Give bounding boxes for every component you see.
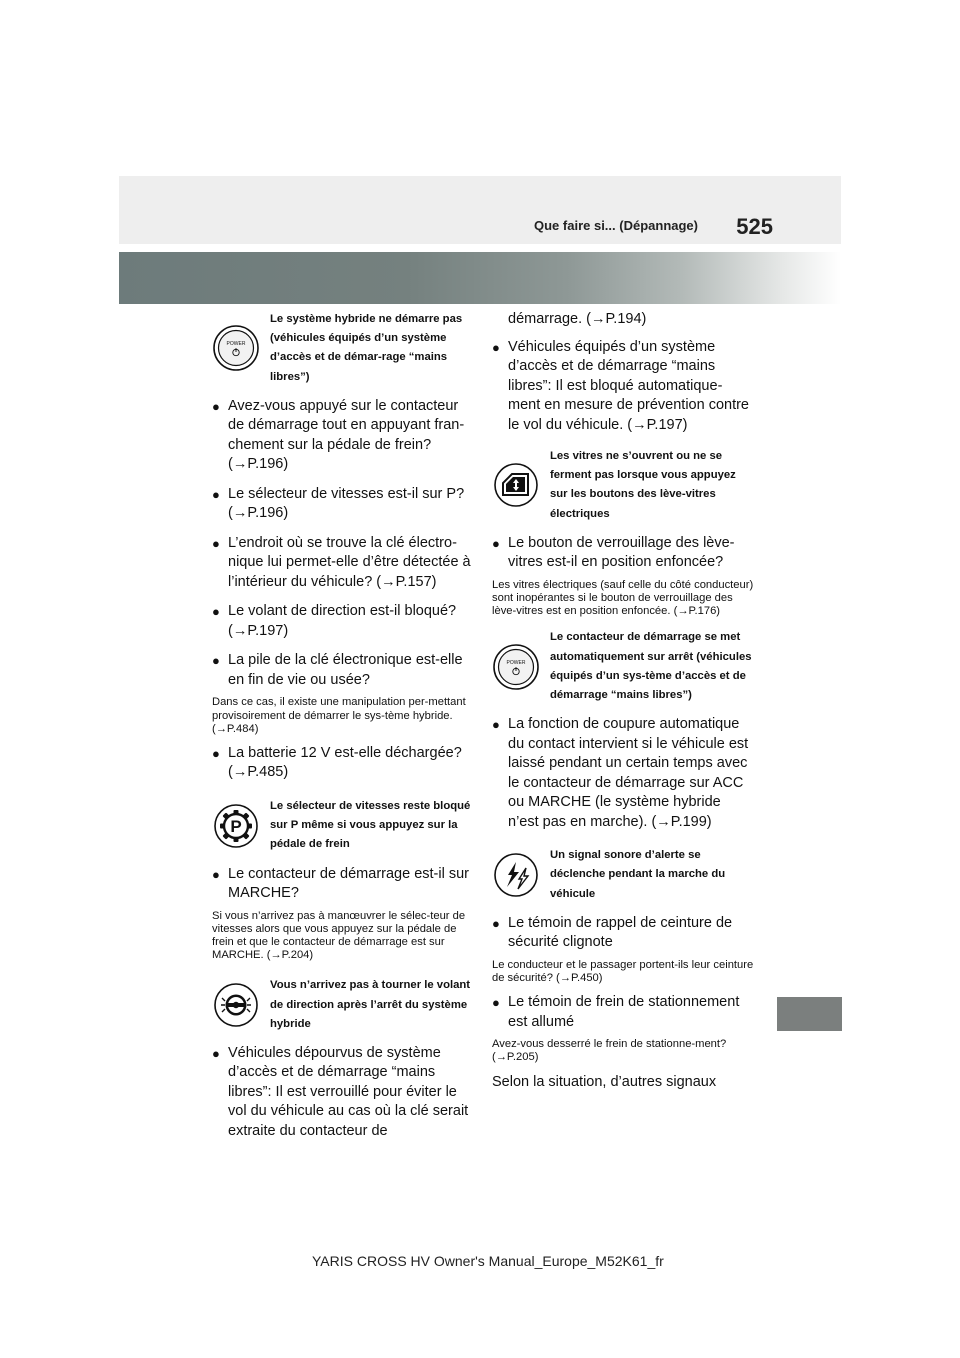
bullet-dot: ● [212, 486, 220, 502]
bullet-text: Le sélecteur de vitesses est-il sur P? (→P.196) [228, 485, 465, 522]
bullet-item [212, 485, 474, 524]
heading-text: Le contacteur de démarrage se met automatiquement sur arrêt (véhicules équipés d’un sys-tème d’accès et de démarrage “mains libres”) [550, 631, 752, 702]
bullet-dot: ● [492, 535, 500, 551]
bullet-dot: ● [492, 339, 500, 355]
warning-buzzer-icon [492, 851, 540, 899]
heading-text: Un signal sonore d’alerte se déclenche pendant la marche du véhicule [550, 849, 726, 900]
svg-text:P: P [230, 816, 242, 836]
bullet-item [492, 993, 754, 1032]
left-column [212, 310, 474, 1151]
bullet-item [212, 397, 474, 475]
page-number: 525 [736, 214, 773, 239]
heading-auto-off [492, 628, 754, 705]
chapter-side-tab [777, 997, 842, 1031]
paragraph-text: Selon la situation, d’autres signaux [492, 1073, 717, 1090]
note-text: Dans ce cas, il existe une manipulation per-mettant provisoirement de démarrer le sys-tème hybride. (→P.484) [212, 696, 466, 735]
heading-shift-stuck [212, 797, 474, 855]
heading-windows [492, 447, 754, 524]
bullet-item [492, 338, 754, 436]
bullet-dot: ● [492, 717, 500, 733]
heading-text: Le sélecteur de vitesses reste bloqué sur P même si vous appuyez sur la pédale de frein [270, 799, 471, 851]
heading-text: Vous n’arrivez pas à tourner le volant de direction après l’arrêt du système hybride [270, 979, 471, 1030]
bullet-item [492, 914, 754, 953]
power-button-icon [212, 324, 260, 372]
bullet-dot: ● [212, 745, 220, 761]
bullet-text: Véhicules équipés d’un système d’accès et de démarrage “mains libres”: Il est bloqué automatique-ment en mesure de prévention contre le vol du véhicule. (→P.197) [508, 338, 749, 433]
bullet-text: Le volant de direction est-il bloqué? (→P.197) [228, 603, 457, 639]
section-gradient-bar [119, 252, 841, 304]
note-text: Si vous n’arrivez pas à manœuvrer le sélec-teur de vitesses alors que vous appuyez sur la pédale de frein et que le contacteur de démarrage est sur MARCHE. (→P.204) [212, 909, 466, 962]
heading-buzzer [492, 846, 754, 904]
heading-hybrid-no-start [212, 310, 474, 387]
bullet-dot: ● [492, 915, 500, 931]
note-text: Avez-vous desserré le frein de stationne-ment? (→P.205) [492, 1038, 727, 1064]
bullet-item [212, 865, 474, 904]
right-column [492, 310, 754, 1098]
heading-text: Le système hybride ne démarre pas (véhicules équipés d’un système d’accès et de démar-rage “mains libres”) [270, 313, 463, 383]
power-button-icon [492, 643, 540, 691]
bullet-dot: ● [212, 604, 220, 620]
note-text: Le conducteur et le passager portent-ils leur ceinture de sécurité? (→P.450) [492, 958, 754, 985]
header-title: Que faire si... (Dépannage) [534, 218, 698, 233]
bullet-dot: ● [492, 995, 500, 1011]
bullet-item [492, 715, 754, 832]
bullet-dot: ● [212, 1045, 220, 1061]
svg-text:POWER: POWER [226, 341, 246, 348]
bullet-text: Le témoin de rappel de ceinture de sécurité clignote [508, 914, 733, 951]
note-text: Les vitres électriques (sauf celle du côté conducteur) sont inopérantes si le bouton de verrouillage des lève-vitres est en position enfoncée. (→P.176) [492, 578, 754, 618]
bullet-dot: ● [212, 398, 220, 414]
bullet-text: Le bouton de verrouillage des lève-vitres est-il en position enfoncée? [508, 534, 735, 571]
bullet-item [492, 534, 754, 573]
header-band [119, 176, 841, 244]
heading-steering-lock [212, 976, 474, 1034]
footer-text: YARIS CROSS HV Owner's Manual_Europe_M52K61_fr [312, 1253, 664, 1269]
bullet-dot: ● [212, 653, 220, 669]
bullet-dot: ● [212, 866, 220, 882]
window-switch-icon [492, 461, 540, 509]
bullet-text: Le témoin de frein de stationnement est allumé [508, 994, 740, 1030]
heading-text: Les vitres ne s’ouvrent ou ne se ferment pas lorsque vous appuyez sur les boutons des lève-vitres électriques [550, 450, 736, 520]
bullet-dot: ● [212, 535, 220, 551]
bullet-item [212, 602, 474, 641]
bullet-item [212, 534, 474, 593]
bullet-text: Véhicules dépourvus de système d’accès et de démarrage “mains libres”: Il est verrouillé pour éviter le vol du véhicule au cas où la clé serait extraite du contacteur de [228, 1044, 469, 1139]
steering-lock-icon [212, 981, 260, 1029]
bullet-text: La batterie 12 V est-elle déchargée? (→P.485) [228, 744, 462, 781]
bullet-text: La fonction de coupure automatique du contact intervient si le véhicule est laissé pendant un certain temps avec le contacteur de démarrage sur ACC ou MARCHE (le système hybride n’est pas en marche). (→P.199) [508, 716, 749, 830]
bullet-text: La pile de la clé électronique est-elle en fin de vie ou usée? [228, 652, 463, 688]
continued-text: démarrage. (→P.194) [508, 311, 647, 327]
bullet-item [212, 1044, 474, 1142]
bullet-item [212, 744, 474, 783]
bullet-text: Avez-vous appuyé sur le contacteur de démarrage tout en appuyant fran-chement sur la pédale de frein? (→P.196) [228, 397, 465, 473]
park-gear-icon [212, 802, 260, 850]
bullet-text: Le contacteur de démarrage est-il sur MARCHE? [228, 865, 469, 902]
bullet-text: L’endroit où se trouve la clé électro-nique lui permet-elle d’être détectée à l’intérieur du véhicule? (→P.157) [228, 534, 471, 590]
svg-text:POWER: POWER [506, 659, 526, 666]
bullet-item [212, 651, 474, 690]
